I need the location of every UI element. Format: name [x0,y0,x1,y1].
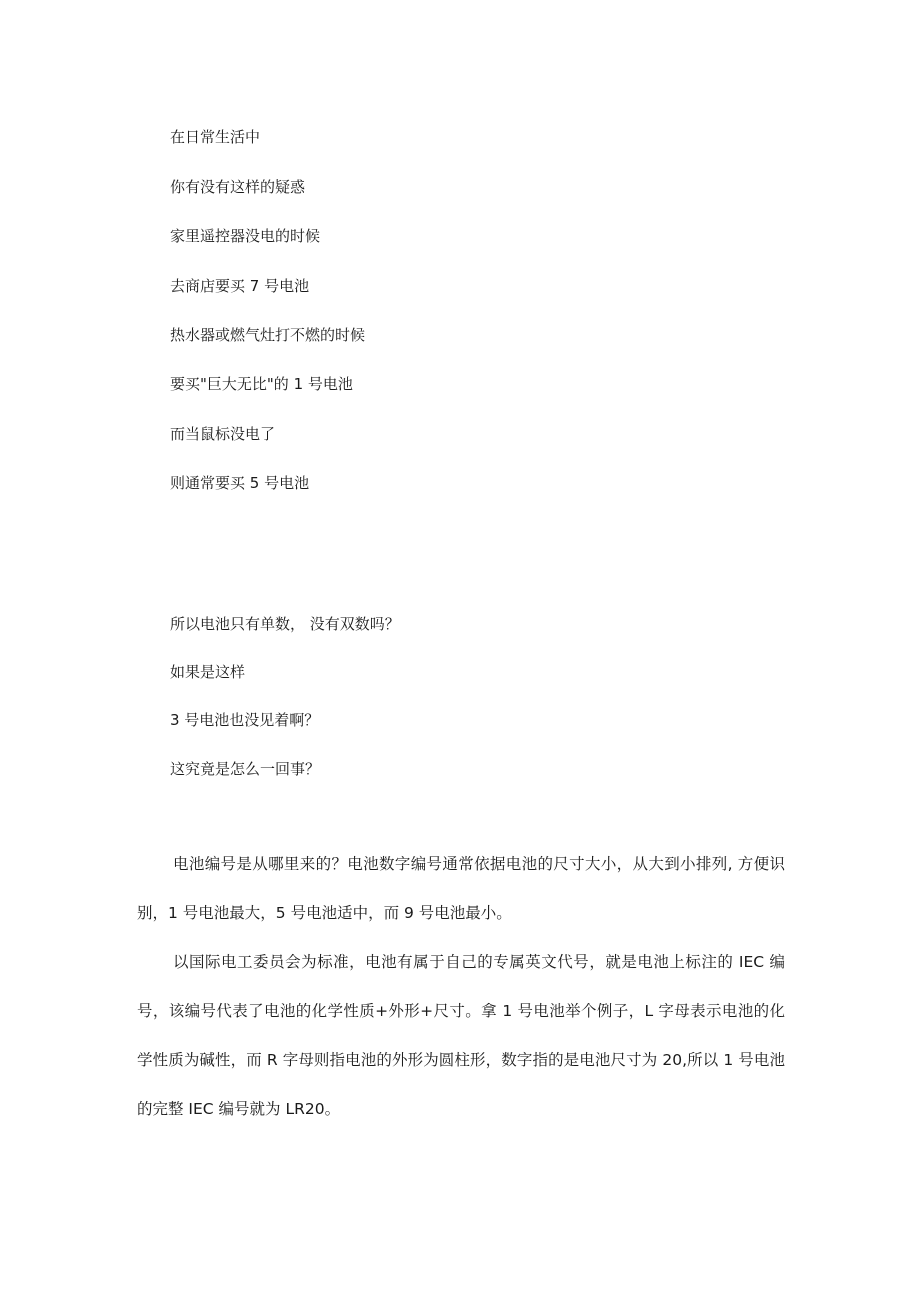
poem-line: 在日常生活中 [170,128,261,146]
poem-line: 家里遥控器没电的时候 [170,227,321,245]
poem-line: 3 号电池也没见着啊？ [170,711,320,729]
poem-line: 去商店要买 7 号电池 [170,277,310,295]
body-paragraph: 电池编号是从哪里来的？电池数字编号通常依据电池的尺寸大小，从大到小排列, 方便识别，1 号电池最大，5 号电池适中，而 9 号电池最小。 [137,855,785,922]
body-paragraph: 以国际电工委员会为标准，电池有属于自己的专属英文代号，就是电池上标注的 IEC 编号，该编号代表了电池的化学性质+外形+尺寸。拿 1 号电池举个例子，L 字母表示电池的化学性质为碱性，而 R 字母则指电池的外形为圆柱形，数字指的是电池尺寸为 20,所以 1 号电池的完整 IEC 编号就为 LR20。 [137,953,785,1118]
poem-line: 所以电池只有单数， 没有双数吗？ [170,615,400,633]
poem-line: 这究竟是怎么一回事？ [170,760,321,778]
poem-line: 要买"巨大无比"的 1 号电池 [170,375,353,393]
poem-line: 则通常要买 5 号电池 [170,474,310,492]
poem-line: 你有没有这样的疑惑 [170,178,306,196]
poem-line: 热水器或燃气灶打不燃的时候 [170,326,366,344]
poem-line: 如果是这样 [170,663,246,681]
poem-line: 而当鼠标没电了 [170,425,276,443]
